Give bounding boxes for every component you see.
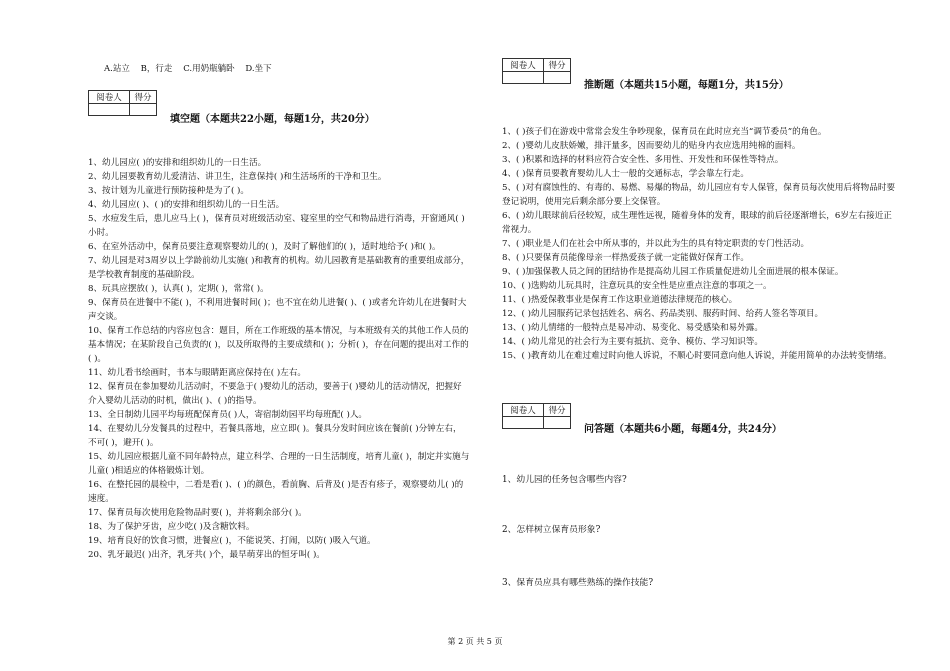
essay-question-3: 3、保育员应具有哪些熟练的操作技能? [502, 578, 654, 588]
score-label: 得分 [544, 59, 571, 72]
fill-blank-item: 10、保育工作总结的内容应包含：题目，所在工作班级的基本情况，与本班级有关的其他工作人员的基本情况；在某阶段自己负责的( )，以及所取得的主要成绩和( )；分析( )，存在问题的提出对工作的( )。 [88, 326, 469, 364]
fill-blank-item: 8、玩具应摆放( )，认真( )，定期( )，常常( )。 [88, 284, 269, 294]
judgment-title: 推断题（本题共15小题，每题1分，共15分） [584, 80, 789, 91]
judgment-item: 5、( )对有腐蚀性的、有毒的、易燃、易爆的物品，幼儿园应有专人保管，保育员每次使用后将物品时要登记说明，使用完后剩余部分要上交保管。 [502, 183, 896, 207]
score-box-essay [502, 403, 571, 429]
essay-title: 问答题（本题共6小题，每题4分，共24分） [584, 424, 782, 435]
judgment-item: 7、( )职业是人们在社会中所从事的，并以此为生的具有特定职责的专门性活动。 [502, 239, 810, 249]
fill-blank-item: 4、幼儿园应( )、( )的安排和组织幼儿的一日生活。 [88, 200, 285, 210]
judgment-item: 11、( )热爱保教事业是保育工作这职业道德法律规范的核心。 [502, 295, 738, 305]
score-box-judgment [502, 58, 571, 84]
judgment-item: 4、( )保育员要教育婴幼儿人士一般的交通标志，学会靠左行走。 [502, 169, 749, 179]
essay-question-2: 2、怎样树立保育员形象? [502, 525, 601, 535]
judgment-item: 1、( )孩子们在游戏中常常会发生争吵现象，保育员在此时应充当“调节委员”的角色。 [502, 127, 827, 137]
judgment-item: 10、( )选购幼儿玩具时，注意玩具的安全性是应重点注意的事项之一。 [502, 281, 772, 291]
judgment-item: 6、( )幼儿眼球前后径较短，成生理性远视，随着身体的发育，眼球的前后径逐渐增长，6岁左右接近正常视力。 [502, 211, 892, 235]
fill-blank-item: 5、水痘发生后，患儿应马上( )，保育员对班级活动室、寝室里的空气和物品进行消毒，开窗通风( )小时。 [88, 214, 465, 238]
fill-blank-item: 12、保育员在参加婴幼儿活动时，不要急于( )婴幼儿的活动，要善于( )婴幼儿的活动情况，把握好介入婴幼儿活动的时机，做出( )、( )的指导。 [88, 382, 462, 406]
essay-question-1: 1、幼儿园的任务包含哪些内容? [502, 475, 627, 485]
judgment-item: 15、( )教育幼儿在难过难过时向他人诉说，不顺心时要同意向他人诉说，并能用简单的办法转变情绪。 [502, 351, 892, 361]
score-label: 得分 [130, 91, 157, 104]
fill-blank-item: 14、在婴幼儿分发餐具的过程中，若餐具落地，应立即( )。餐具分发时间应该在餐前( )分钟左右，不可( )，避开( )。 [88, 424, 462, 448]
options-line: A.站立 B，行走 C.用奶瓶躺卧 D.坐下 [104, 64, 272, 74]
judgment-list [502, 125, 897, 363]
score-cell [130, 104, 157, 116]
score-cell [544, 417, 571, 429]
judgment-item: 9、( )加强保教人员之间的团结协作是提高幼儿园工作质量促进幼儿全面进展的根本保证。 [502, 267, 844, 277]
fill-blank-item: 11、幼儿看书绘画时，书本与眼睛距离应保持在( )左右。 [88, 368, 307, 378]
fill-blank-item: 20、乳牙最迟( )出齐，乳牙共( )个，最早萌芽出的恒牙叫( )。 [88, 550, 325, 560]
fill-blank-item: 16、在整托园的晨检中，二看是看( )、( )的颜色，看前胸、后背及( )是否有疹子，观察婴幼儿( )的速度。 [88, 480, 464, 504]
fill-blank-list [88, 156, 470, 562]
fill-blank-item: 15、幼儿园应根据儿童不同年龄特点，建立科学、合理的一日生活制度，培育儿童( )，制定并实施与儿童( )相适应的体格锻炼计划。 [88, 452, 470, 476]
fill-blank-item: 19、培育良好的饮食习惯，进餐应( )，不能说笑、打闹，以防( )吸入气道。 [88, 536, 376, 546]
judgment-item: 8、( )只要保育员能像母亲一样热爱孩子就一定能做好保育工作。 [502, 253, 749, 263]
score-cell [544, 72, 571, 84]
judgment-item: 2、( )婴幼儿皮肤娇嫩，排汗量多，因而要幼儿的贴身内衣应选用纯棉的面料。 [502, 141, 801, 151]
judgment-item: 12、( )幼儿园服药记录包括姓名、病名、药品类别、服药时间、给药人签名等项目。 [502, 309, 824, 319]
reviewer-cell [503, 72, 544, 84]
fill-blank-item: 6、在室外活动中，保育员要注意观察婴幼儿的( )，及时了解他们的( )，适时地给予( )和( )。 [88, 242, 441, 252]
fill-blank-item: 1、幼儿园应( )的安排和组织幼儿的一日生活。 [88, 158, 267, 168]
fill-blank-title: 填空题（本题共22小题，每题1分，共20分） [170, 114, 375, 125]
fill-blank-item: 3、按计划为儿童进行预防接种是为了( )。 [88, 186, 249, 196]
fill-blank-item: 9、保育员在进餐中不能( )，不利用进餐时间( )；也不宜在幼儿进餐( )、( )或者允许幼儿在进餐时大声交谈。 [88, 298, 467, 322]
reviewer-cell [503, 417, 544, 429]
fill-blank-item: 2、幼儿园要教育幼儿爱清洁、讲卫生，注意保持( )和生活场所的干净和卫生。 [88, 172, 387, 182]
fill-blank-item: 7、幼儿园是对3周岁以上学龄前幼儿实施( )和教育的机构。幼儿园教育是基础教育的重要组成部分，是学校教育制度的基础阶段。 [88, 256, 470, 280]
reviewer-label: 阅卷人 [89, 91, 130, 104]
judgment-item: 14、( )幼儿常见的社会行为主要有抵抗、竞争、模仿、学习知识等。 [502, 337, 763, 347]
reviewer-label: 阅卷人 [503, 404, 544, 417]
judgment-item: 13、( )幼儿情绪的一般特点是易冲动、易变化、易受感染和易外露。 [502, 323, 763, 333]
judgment-item: 3、( )积累和选择的材料应符合安全性、多用性、开发性和环保性等特点。 [502, 155, 784, 165]
page-footer: 第 2 页 共 5 页 [447, 637, 503, 646]
reviewer-label: 阅卷人 [503, 59, 544, 72]
fill-blank-item: 17、保育员每次使用危险物品时要( )，并将剩余部分( )。 [88, 508, 307, 518]
score-box-fill-blank [88, 90, 157, 116]
fill-blank-item: 13、全日制幼儿园平均每班配保育员( )人，寄宿制幼园平均每班配( )人。 [88, 410, 368, 420]
reviewer-cell [89, 104, 130, 116]
fill-blank-item: 18、为了保护牙齿，应少吃( )及含糖饮料。 [88, 522, 255, 532]
score-label: 得分 [544, 404, 571, 417]
